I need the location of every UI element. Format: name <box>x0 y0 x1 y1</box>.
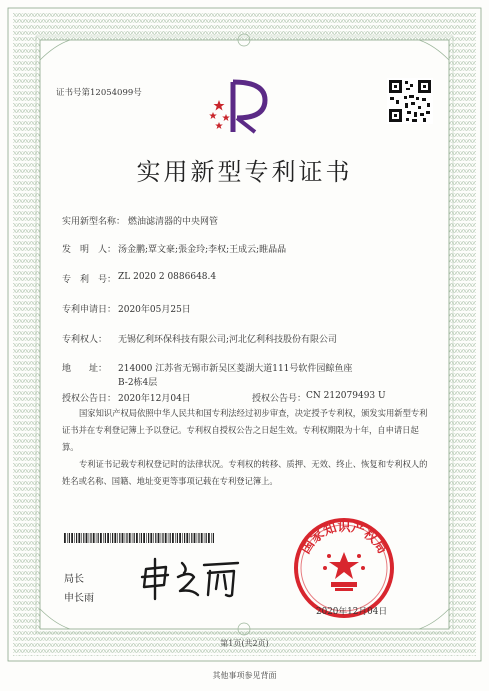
page-indicator: 第1页(共2页) <box>220 639 269 648</box>
patent-logo-icon <box>207 78 271 136</box>
field-label-grant-date: 授权公告日： <box>62 394 117 404</box>
director-title: 局长 <box>64 574 84 585</box>
field-value-name: 燃油滤清器的中央网管 <box>128 217 219 227</box>
field-value-patentee: 无锡亿利环保科技有限公司;河北亿利科技股份有限公司 <box>118 335 338 345</box>
certificate-number: 证书号第12054099号 <box>56 88 142 98</box>
barcode-icon <box>64 533 216 543</box>
field-value-filing-date: 2020年05月25日 <box>118 305 191 315</box>
field-label-inventors: 发 明 人： <box>62 245 117 255</box>
field-label-address: 地 址： <box>62 364 108 374</box>
field-label-pub-no: 授权公告号： <box>252 394 307 404</box>
certificate-title: 实用新型专利证书 <box>136 158 353 186</box>
field-value-address-line2: B-2栋4层 <box>118 378 158 388</box>
field-value-inventors: 汤金鹏;覃文豪;張金玲;李权;王成云;睢晶晶 <box>118 245 287 255</box>
field-label-filing-date: 专利申请日： <box>62 305 117 315</box>
handwritten-signature <box>138 555 248 601</box>
field-label-patent-no: 专 利 号： <box>62 275 117 285</box>
seal-date: 2020年12月04日 <box>316 607 388 617</box>
field-value-pub-no: CN 212079493 U <box>306 391 386 401</box>
field-label-patentee: 专利权人： <box>62 335 108 345</box>
field-value-grant-date: 2020年12月04日 <box>118 394 191 404</box>
footer-note: 其他事项参见背面 <box>212 671 277 680</box>
field-value-patent-no: ZL 2020 2 0886648.4 <box>118 272 217 282</box>
qr-code-icon <box>387 78 433 124</box>
seal-text: 国家知识产权局 <box>298 520 390 557</box>
field-value-address: 214000 江苏省无锡市新吴区菱湖大道111号软件园鲸鱼座 <box>118 364 353 374</box>
svg-text:国家知识产权局 <box>298 519 390 557</box>
director-name: 申长雨 <box>64 593 94 604</box>
legal-paragraph-1: 国家知识产权局依照中华人民共和国专利法经过初步审查，决定授予专利权，颁发实用新型专利证书并在专利登记簿上予以登记。专利权自授权公告之日起生效。专利权期限为十年，自申请日起算。 <box>62 408 428 452</box>
legal-paragraph-2: 专利证书记载专利权登记时的法律状况。专利权的转移、质押、无效、终止、恢复和专利权人的姓名或名称、国籍、地址变更等事项记载在专利登记簿上。 <box>62 459 428 486</box>
field-label-name: 实用新型名称： <box>62 217 126 227</box>
